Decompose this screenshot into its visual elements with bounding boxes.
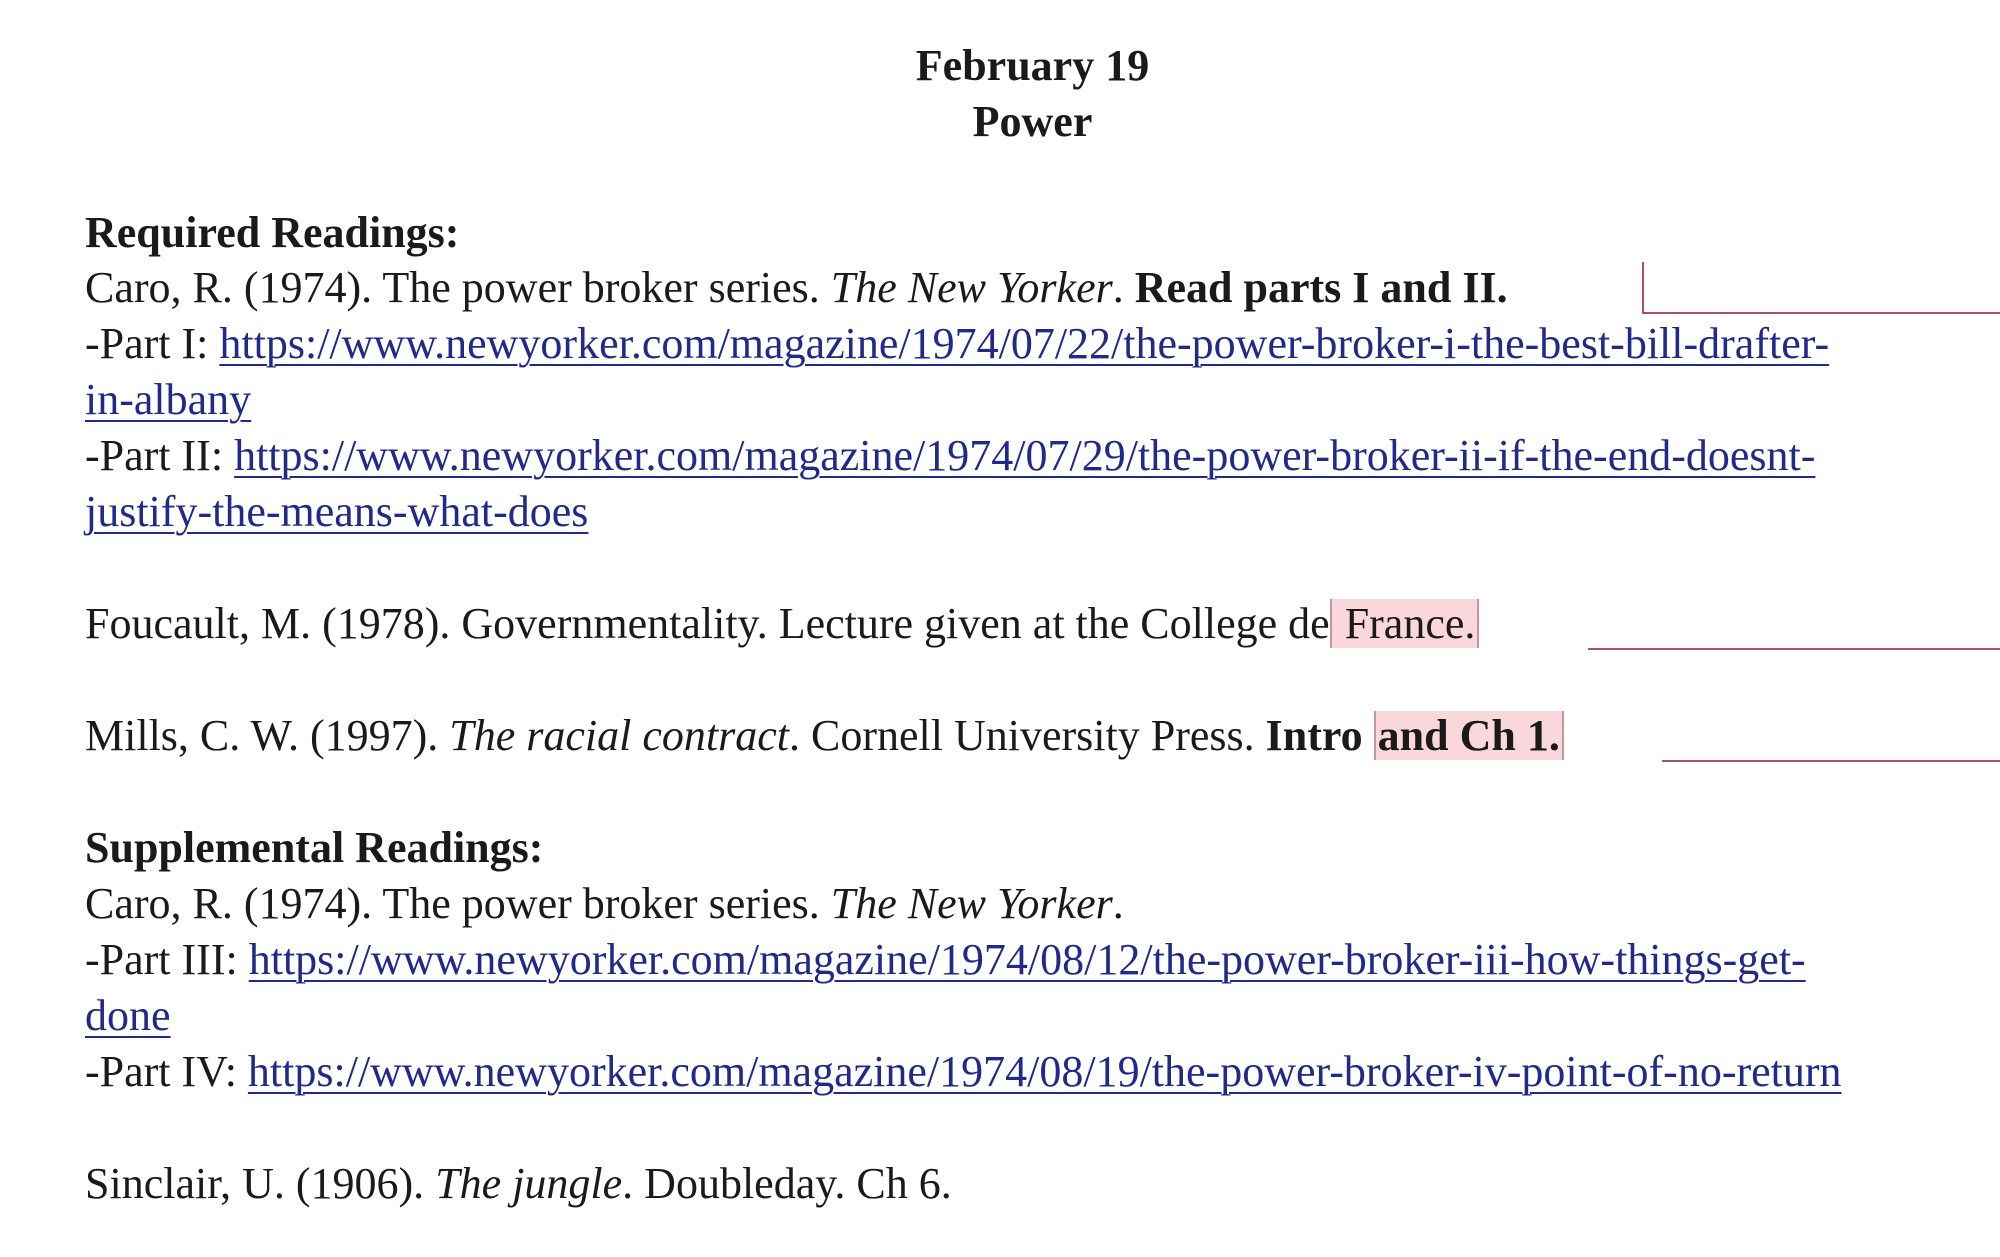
part1-label: -Part I: <box>85 319 220 368</box>
part2-link[interactable]: https://www.newyorker.com/magazine/1974/07/29/the-power-broker-ii-if-the-end-doesnt- <box>234 431 1816 480</box>
comment-leader-line <box>1642 262 2000 314</box>
header-date: February 19 <box>915 41 1150 90</box>
foucault-text: Foucault, M. (1978). Governmentality. Lecture given at the College de <box>85 599 1330 648</box>
mills-comment-highlight[interactable]: and Ch 1. <box>1374 711 1564 760</box>
part1-line-cont <box>85 372 251 428</box>
caro-supp-journal: The New Yorker <box>830 879 1113 928</box>
caro-citation-text: Caro, R. (1974). The power broker series. <box>85 263 831 312</box>
part1-line <box>85 316 1829 372</box>
part2-line <box>85 428 1815 484</box>
sinclair-citation <box>85 1156 952 1212</box>
part2-label: -Part II: <box>85 431 235 480</box>
part4-link[interactable]: https://www.newyorker.com/magazine/1974/08/19/the-power-broker-iv-point-of-no-return <box>247 1047 1842 1096</box>
caro-after-journal: . <box>1112 263 1135 312</box>
part4-line <box>85 1044 1842 1100</box>
part2-line-cont <box>85 484 588 540</box>
sinclair-title: The jungle <box>435 1159 623 1208</box>
part3-label: -Part III: <box>85 935 249 984</box>
caro-journal: The New Yorker <box>830 263 1113 312</box>
part3-line <box>85 932 1806 988</box>
mills-citation <box>85 708 1564 764</box>
caro-required-citation <box>85 260 1508 316</box>
mills-author: Mills, C. W. (1997). <box>85 711 450 760</box>
required-readings-heading: Required Readings: <box>85 208 460 257</box>
supplemental-readings-heading: Supplemental Readings: <box>85 823 544 872</box>
caro-supplemental-citation <box>85 876 1124 932</box>
sinclair-author: Sinclair, U. (1906). <box>85 1159 436 1208</box>
part4-label: -Part IV: <box>85 1047 248 1096</box>
header-topic: Power <box>972 97 1093 146</box>
part2-link-cont[interactable]: justify-the-means-what-does <box>85 487 589 536</box>
comment-leader-line <box>1662 760 2000 762</box>
caro-supp-after-journal: . <box>1112 879 1124 928</box>
sinclair-rest: . Doubleday. Ch 6. <box>622 1159 952 1208</box>
part3-line-cont <box>85 988 171 1044</box>
mills-title: The racial contract <box>449 711 790 760</box>
mills-note-plain: Intro <box>1265 711 1374 760</box>
mills-publisher: . Cornell University Press. <box>789 711 1266 760</box>
page-header <box>0 38 2000 150</box>
caro-read-note: Read parts I and II. <box>1134 263 1508 312</box>
caro-supp-citation-text: Caro, R. (1974). The power broker series. <box>85 879 831 928</box>
part1-link-cont[interactable]: in-albany <box>85 375 252 424</box>
part1-link[interactable]: https://www.newyorker.com/magazine/1974/07/22/the-power-broker-i-the-best-bill-drafter- <box>219 319 1830 368</box>
foucault-comment-highlight[interactable]: France. <box>1330 599 1480 648</box>
part3-link[interactable]: https://www.newyorker.com/magazine/1974/08/12/the-power-broker-iii-how-things-get- <box>248 935 1806 984</box>
part3-link-cont[interactable]: done <box>85 991 171 1040</box>
foucault-citation <box>85 596 1479 652</box>
comment-leader-line <box>1588 648 2000 650</box>
